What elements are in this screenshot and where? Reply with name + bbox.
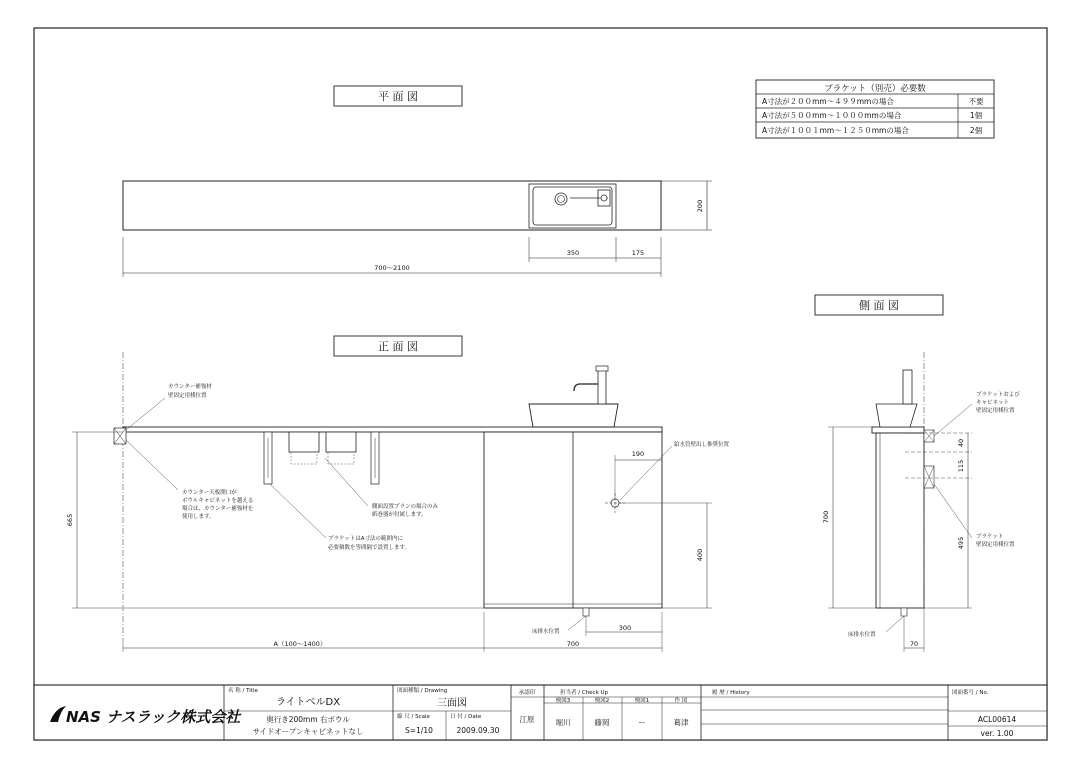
side-note-bracket: 壁固定用桟位置 <box>976 542 1015 548</box>
bracket-row-qty: 2個 <box>969 126 983 135</box>
bracket-row-condition: A寸法が５００mm～１０００mmの場合 <box>762 111 902 120</box>
front-paper-holder <box>289 432 319 452</box>
note-paper-holder: 側面設置プランの場合のみ <box>372 504 439 510</box>
check-col: 検図1 <box>634 698 650 704</box>
date-label: 日 付 / Date <box>450 714 482 720</box>
side-note-bracket-cab: 壁固定用桟位置 <box>976 408 1015 414</box>
note-water-supply: 給水管壁出し推奨位置 <box>674 442 730 448</box>
side-note-floor-drain: 床排水位置 <box>848 632 876 638</box>
front-faucet-head <box>596 366 608 371</box>
note-counter-reinforce: 壁固定用桟位置 <box>168 393 207 399</box>
check-col: 検図2 <box>594 698 610 704</box>
scale-value: S=1/10 <box>405 726 433 735</box>
check-col: 検図3 <box>555 698 571 704</box>
approve-name: 江原 <box>519 715 535 724</box>
company-name: NAS ナスラック株式会社 <box>66 708 241 726</box>
side-dim-drain: 70 <box>909 640 919 648</box>
plan-title: 平 面 図 <box>378 90 418 103</box>
title-sub1: 奥行き200mm 右ボウル <box>266 715 350 724</box>
dim-a-range: A（100～1400） <box>273 640 327 648</box>
note-counter-open: カウンター天板開口が <box>182 490 237 496</box>
front-paper-holder <box>326 432 356 452</box>
approve-label: 承認印 <box>518 690 536 696</box>
front-faucet <box>598 368 606 404</box>
note-counter-open: 使用します。 <box>182 514 215 520</box>
side-dim-h2: 115 <box>957 459 965 473</box>
check-label: 担当者 / Check Up <box>560 690 609 696</box>
drawing-label: 図面種類 / Drawing <box>397 688 448 694</box>
side-cabinet <box>876 433 924 608</box>
title-label: 名 称 / Title <box>228 688 258 694</box>
front-drain-pipe <box>583 608 589 616</box>
side-note-bracket-cab: キャビネット <box>976 400 1010 406</box>
plan-dim-side: 175 <box>631 249 645 257</box>
bracket-row-qty: 1個 <box>969 111 983 120</box>
bracket-row-condition: A寸法が２００mm～４９９mmの場合 <box>762 97 894 106</box>
date-value: 2009.09.30 <box>456 726 500 735</box>
side-drain-pipe <box>901 608 907 616</box>
note-counter-reinforce: カウンター補強材 <box>168 384 212 390</box>
side-note-bracket: ブラケット <box>976 534 1004 540</box>
plan-faucet-knob <box>601 195 607 201</box>
front-counter <box>123 427 662 432</box>
drawing-no-label: 図面番号 / No. <box>952 690 989 696</box>
check-value: 堀川 <box>555 718 571 727</box>
plan-drain-icon <box>555 193 567 205</box>
drawing-version: ver. 1.00 <box>980 729 1014 738</box>
dim-front-height: 665 <box>66 513 74 527</box>
title-sub2: サイドオープンキャビネットなし <box>252 727 364 736</box>
plan-dim-sink: 350 <box>566 249 580 257</box>
bracket-table <box>756 80 994 138</box>
side-counter <box>872 427 924 433</box>
history-label: 履 歴 / History <box>712 690 750 696</box>
dim-cab-width: 700 <box>566 640 580 648</box>
title-main: ライトベルDX <box>275 697 341 708</box>
front-bowl <box>529 404 618 427</box>
side-dim-h1: 40 <box>957 438 965 448</box>
check-value: ー <box>638 718 646 727</box>
front-faucet-spout <box>574 384 598 391</box>
plan-dim-depth: 200 <box>696 199 704 213</box>
side-dim-lower: 495 <box>957 536 965 550</box>
note-bracket: ブラケットはA寸法の範囲内に <box>328 536 403 542</box>
bracket-row-qty: 不要 <box>968 97 984 106</box>
note-paper-holder: 紙巻器が付属します。 <box>372 512 427 518</box>
note-counter-open: ボウルキャビネットを越える <box>182 498 254 504</box>
check-col: 作 図 <box>674 698 688 704</box>
side-dim-height: 700 <box>822 510 830 524</box>
dim-drain-x: 300 <box>618 624 632 632</box>
front-title: 正 面 図 <box>378 340 418 353</box>
note-counter-open: 場合は、カウンター補強材を <box>182 506 254 512</box>
dim-supply-h: 400 <box>696 548 704 562</box>
drawing-type: 三面図 <box>437 698 467 709</box>
check-value: 藤岡 <box>594 718 610 727</box>
bracket-table-title: ブラケット（別売）必要数 <box>824 84 926 94</box>
note-floor-drain: 床排水位置 <box>532 629 560 635</box>
side-title: 側 面 図 <box>859 299 899 312</box>
bracket-row-condition: A寸法が１００１mm～１２５０mmの場合 <box>762 126 909 135</box>
drawing-no: ACL00614 <box>977 715 1017 724</box>
side-note-bracket-cab: ブラケットおよび <box>976 392 1020 398</box>
note-bracket: 必要個数を等間隔で設置します。 <box>328 545 411 551</box>
side-bowl <box>876 404 917 427</box>
check-value: 葛津 <box>673 718 689 727</box>
plan-dim-total: 700～2100 <box>374 264 410 272</box>
side-faucet <box>903 370 912 404</box>
scale-label: 縮 尺 / Scale <box>397 714 430 720</box>
dim-supply-x: 190 <box>631 450 645 458</box>
